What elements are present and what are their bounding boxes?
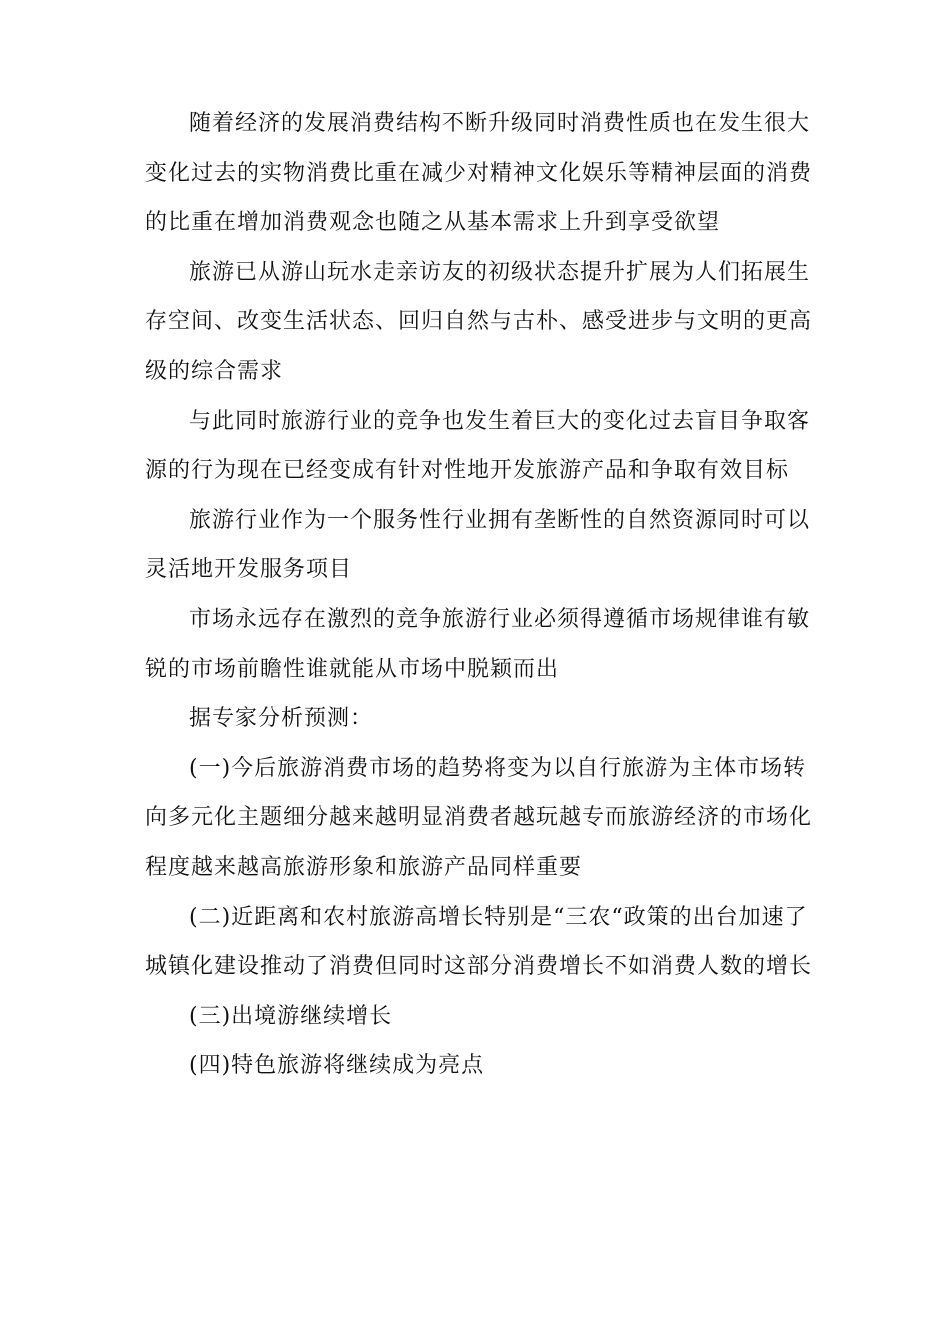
- paragraph-industry-competition: 与此同时旅游行业的竞争也发生着巨大的变化过去盲目争取客源的行为现在已经变成有针对性地开发旅游产品和争取有效目标: [145, 408, 811, 484]
- paragraph-forecast-item-4: (四)特色旅游将继续成为亮点: [189, 1053, 485, 1079]
- paragraph-consumption-structure: 随着经济的发展消费结构不断升级同时消费性质也在发生很大变化过去的实物消费比重在减少对精神文化娱乐等精神层面的消费的比重在增加消费观念也随之从基本需求上升到享受欲望: [145, 111, 813, 236]
- paragraph-market-competition: 市场永远存在激烈的竞争旅游行业必须得遵循市场规律谁有敏锐的市场前瞻性谁就能从市场中脱颖而出: [145, 606, 811, 682]
- paragraph-expert-forecast-intro: 据专家分析预测：: [189, 706, 374, 732]
- paragraph-forecast-item-3: (三)出境游继续增长: [189, 1003, 393, 1029]
- paragraph-forecast-item-1: (一)今后旅游消费市场的趋势将变为以自行旅游为主体市场转向多元化主题细分越来越明显消费者越玩越专而旅游经济的市场化程度越来越高旅游形象和旅游产品同样重要: [145, 755, 813, 880]
- paragraph-forecast-item-2: (二)近距离和农村旅游高增长特别是“三农“政策的出台加速了城镇化建设推动了消费但同时这部分消费增长不如消费人数的增长: [145, 904, 813, 980]
- document-body: [145, 99, 817, 1091]
- paragraph-service-industry: 旅游行业作为一个服务性行业拥有垄断性的自然资源同时可以灵活地开发服务项目: [145, 507, 811, 583]
- paragraph-tourism-demand: 旅游已从游山玩水走亲访友的初级状态提升扩展为人们拓展生存空间、改变生活状态、回归自然与古朴、感受进步与文明的更高级的综合需求: [145, 259, 813, 384]
